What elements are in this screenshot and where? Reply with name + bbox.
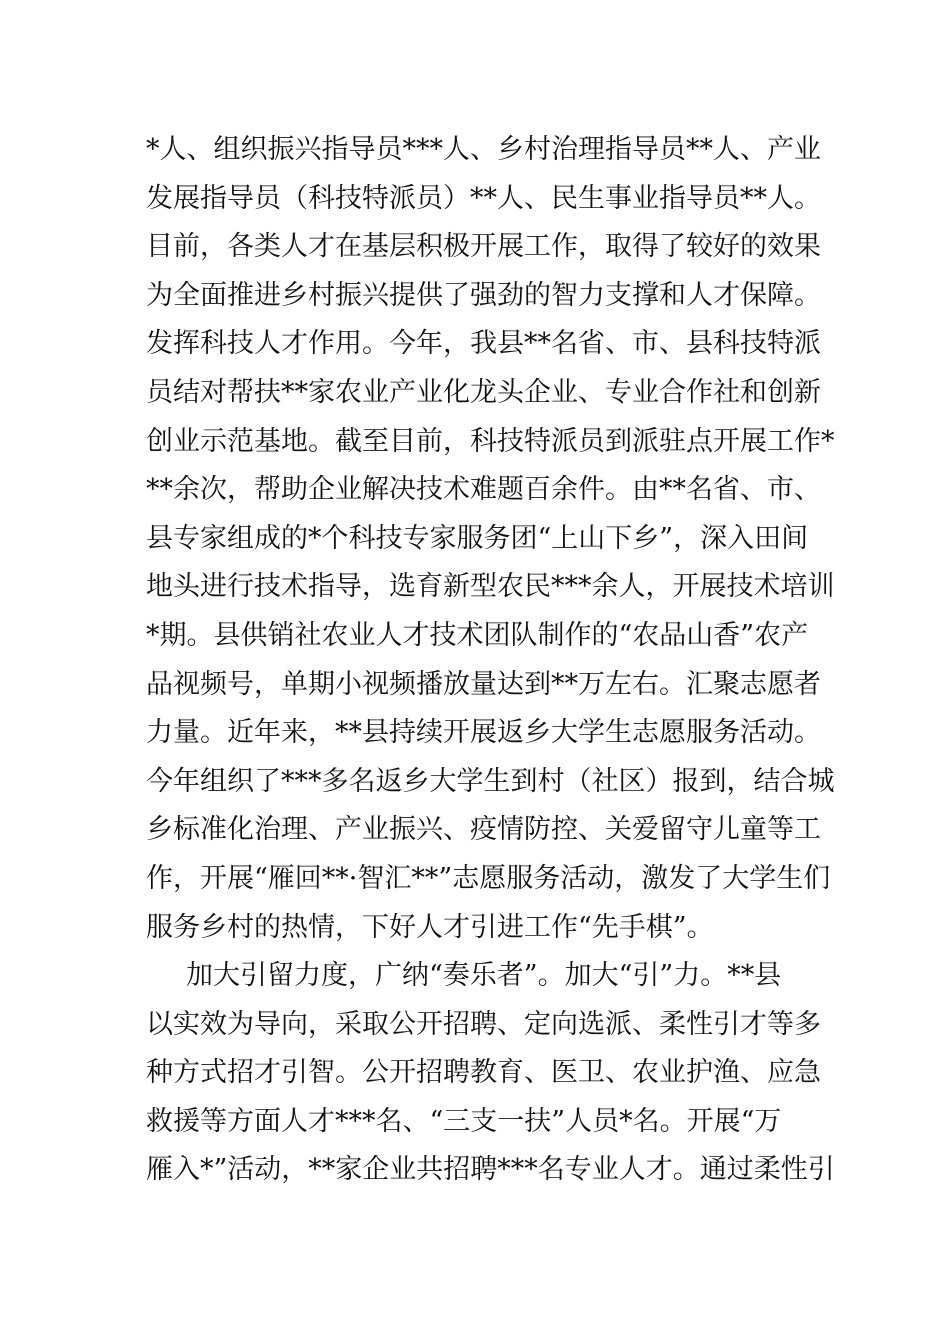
text-line-9: 县专家组成的*个科技专家服务团“上山下乡”，深入田间 [146, 522, 809, 554]
text-line-2: 发展指导员（科技特派员）**人、民生事业指导员**人。 [146, 182, 821, 214]
text-line-17: 服务乡村的热情，下好人才引进工作“先手棋”。 [146, 911, 714, 943]
text-line-8: **余次，帮助企业解决技术难题百余件。由**名省、市、 [146, 474, 821, 506]
text-line-10: 地头进行技术指导，选育新型农民***余人，开展技术培训 [146, 571, 835, 603]
text-line-15: 乡标准化治理、产业振兴、疫情防控、关爱留守儿童等工 [146, 814, 821, 846]
text-line-3: 目前，各类人才在基层积极开展工作，取得了较好的效果 [146, 231, 821, 263]
text-line-13: 力量。近年来，**县持续开展返乡大学生志愿服务活动。 [146, 717, 821, 749]
text-line-22: 雁入*”活动，**家企业共招聘***名专业人才。通过柔性引 [146, 1154, 835, 1186]
text-line-11: *期。县供销社农业人才技术团队制作的“农品山香”农产 [146, 619, 809, 651]
text-line-12: 品视频号，单期小视频播放量达到**万左右。汇聚志愿者 [146, 668, 821, 700]
text-line-21: 救援等方面人才***名、“三支一扶”人员*名。开展“万 [146, 1105, 782, 1137]
text-line-14: 今年组织了***多名返乡大学生到村（社区）报到，结合城 [146, 765, 835, 797]
body-text [146, 126, 835, 1195]
text-line-16: 作，开展“雁回**·智汇**”志愿服务活动，激发了大学生们 [146, 862, 831, 894]
text-line-4: 为全面推进乡村振兴提供了强劲的智力支撑和人才保障。 [146, 279, 821, 311]
text-line-18: 加大引留力度，广纳“奏乐者”。加大“引”力。**县 [186, 960, 782, 992]
text-line-19: 以实效为导向，采取公开招聘、定向选派、柔性引才等多 [146, 1008, 821, 1040]
text-line-6: 员结对帮扶**家农业产业化龙头企业、专业合作社和创新 [146, 376, 821, 408]
text-line-1: *人、组织振兴指导员***人、乡村治理指导员**人、产业 [146, 134, 821, 165]
text-line-20: 种方式招才引智。公开招聘教育、医卫、农业护渔、应急 [146, 1057, 821, 1089]
text-line-7: 创业示范基地。截至目前，科技特派员到派驻点开展工作* [146, 425, 835, 457]
text-line-5: 发挥科技人才作用。今年，我县**名省、市、县科技特派 [146, 328, 821, 360]
